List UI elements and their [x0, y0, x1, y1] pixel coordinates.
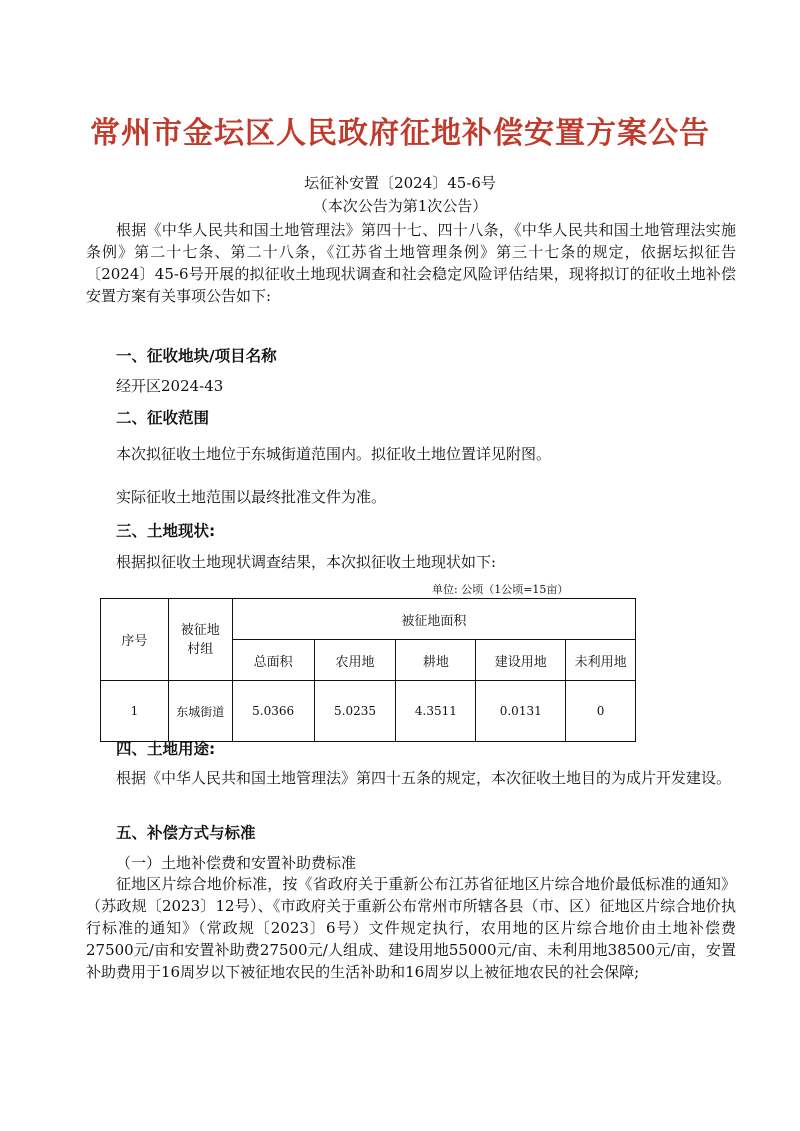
- intro-paragraph: 根据《中华人民共和国土地管理法》第四十七、四十八条，《中华人民共和国土地管理法实施条例》第二十七条、第二十八条，《江苏省土地管理条例》第三十七条的规定，依据坛拟征告〔2024〕45-6号开展的拟征收土地现状调查和社会稳定风险评估结果，现将拟订的征收土地补偿安置方案有关事项公告如下:: [86, 221, 736, 305]
- section5-heading: 五、补偿方式与标准: [116, 824, 256, 842]
- col-header-unused: 未利用地: [566, 640, 636, 681]
- cell-unused: 0: [566, 681, 636, 742]
- cell-cultivated: 4.3511: [396, 681, 476, 742]
- section3-intro: 根据拟征收土地现状调查结果，本次拟征收土地现状如下:: [116, 553, 497, 571]
- cell-total: 5.0366: [232, 681, 314, 742]
- notice-count: （本次公告为第1次公告）: [312, 197, 488, 215]
- col-header-construction: 建设用地: [476, 640, 566, 681]
- col-header-area-group: 被征地面积: [232, 599, 635, 640]
- section3-heading: 三、土地现状:: [116, 522, 216, 540]
- cell-construction: 0.0131: [476, 681, 566, 742]
- section5-content: 征地区片综合地价标准，按《省政府关于重新公布江苏省征地区片综合地价最低标准的通知》（苏政规〔2023〕12号）、《市政府关于重新公布常州市所辖各县（市、区）征地区片综合地价执行标准的通知》（常政规〔2023〕6号）文件规定执行，农用地的区片综合地价由土地补偿费27500元/亩和安置补助费27500元/人组成、建设用地55000元/亩、未利用地38500元/亩，安置补助费用于16周岁以下被征地农民的生活补助和16周岁以上被征地农民的社会保障;: [86, 875, 736, 981]
- col-header-village: 被征地村组: [168, 599, 232, 681]
- table-unit-note: 单位: 公顷（1公顷=15亩）: [432, 583, 569, 596]
- section1-heading: 一、征收地块/项目名称: [116, 347, 277, 365]
- section1-content: 经开区2024-43: [116, 377, 224, 395]
- col-header-seq: 序号: [101, 599, 169, 681]
- section2-line1: 本次拟征收土地位于东城街道范围内。拟征收土地位置详见附图。: [116, 445, 552, 463]
- document-number: 坛征补安置〔2024〕45-6号: [304, 174, 496, 192]
- section4-content: 根据《中华人民共和国土地管理法》第四十五条的规定，本次征收土地目的为成片开发建设。: [116, 769, 732, 787]
- col-header-total: 总面积: [232, 640, 314, 681]
- col-header-agri: 农用地: [314, 640, 396, 681]
- document-title: 常州市金坛区人民政府征地补偿安置方案公告: [90, 116, 710, 151]
- col-header-cultivated: 耕地: [396, 640, 476, 681]
- cell-seq: 1: [101, 681, 169, 742]
- section2-line2: 实际征收土地范围以最终批准文件为准。: [116, 488, 387, 506]
- cell-agri: 5.0235: [314, 681, 396, 742]
- cell-village: 东城街道: [168, 681, 232, 742]
- land-status-table: [100, 598, 636, 742]
- section4-heading: 四、土地用途:: [116, 740, 216, 758]
- section5-sub1: （一）土地补偿费和安置补助费标准: [116, 854, 357, 872]
- table-row: [101, 681, 636, 742]
- section2-heading: 二、征收范围: [116, 409, 210, 427]
